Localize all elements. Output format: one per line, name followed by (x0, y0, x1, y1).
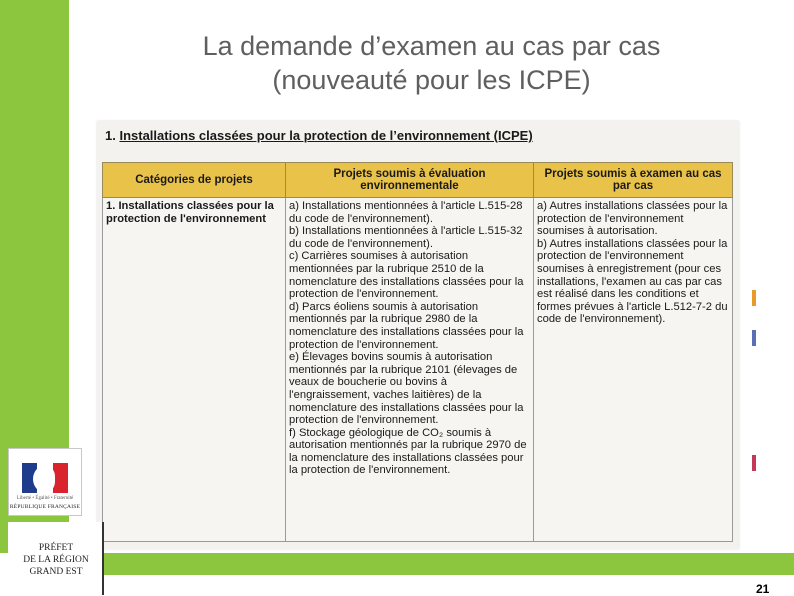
evaluation-item-f: f) Stockage géologique de CO₂ soumis à autorisation mentionnés par la rubrique 2970 de la nomenclature des installations classées pour la protection de l'environnement. (289, 426, 527, 477)
marianne-motto: Liberté • Égalité • Fraternité (16, 496, 74, 501)
case-by-case-item-a: a) Autres installations classées pour la protection de l'environnement soumises à autorisation. (537, 200, 728, 238)
document-heading-number: 1. (105, 128, 116, 143)
side-mark-blue (752, 330, 756, 346)
slide-subtitle: (nouveauté pour les ICPE) (272, 65, 591, 95)
table-row (103, 198, 733, 542)
regulation-table (102, 162, 733, 542)
evaluation-item-b: b) Installations mentionnées à l'article L.515-32 du code de l'environnement). (289, 225, 523, 250)
evaluation-cell (286, 198, 534, 542)
evaluation-item-d: d) Parcs éoliens soumis à autorisation mentionnés par la rubrique 2980 de la nomenclature des installations classées pour la protection de l'environnement. (289, 300, 524, 351)
evaluation-item-c: c) Carrières soumises à autorisation mentionnées par la rubrique 2510 de la nomenclature des installations classées pour la protection de l'environnement. (289, 250, 524, 301)
header-categories: Catégories de projets (103, 163, 286, 198)
page-number: 21 (756, 582, 770, 596)
document-heading-text: Installations classées pour la protection de l’environnement (ICPE) (119, 128, 533, 143)
scanned-document (97, 121, 739, 549)
prefet-line-2: DE LA RÉGION (23, 555, 89, 565)
marianne-logo (8, 448, 82, 516)
category-cell: 1. Installations classées pour la protection de l'environnement (103, 198, 286, 542)
case-by-case-item-b: b) Autres installations classées pour la protection de l'environnement soumises à enregistrement (pour ces installations, l'examen au cas par cas est réalisé dans les conditions et formes prévues à l'article L.512-7-2 du code de l'environnement). (537, 237, 728, 326)
table-header-row (103, 163, 733, 198)
side-mark-red (752, 455, 756, 471)
marianne-flag-icon (22, 463, 68, 493)
side-mark-orange (752, 290, 756, 306)
evaluation-item-e: e) Élevages bovins soumis à autorisation mentionnés par la rubrique 2101 (élevages de veaux de boucherie ou bovins à l'engraissement, vaches laitières) de la nomenclature des installations classées pour la protection de l'environnement. (289, 351, 524, 427)
header-evaluation: Projets soumis à évaluation environnementale (286, 163, 534, 198)
slide-title: La demande d’examen au cas par cas (202, 31, 661, 61)
prefet-line-1: PRÉFET (38, 543, 74, 553)
evaluation-item-a: a) Installations mentionnées à l'article L.515-28 du code de l'environnement). (289, 200, 523, 225)
prefet-line-3: GRAND EST (29, 567, 83, 577)
bottom-green-band (69, 553, 794, 575)
header-case-by-case: Projets soumis à examen au cas par cas (534, 163, 733, 198)
case-by-case-cell (534, 198, 733, 542)
prefet-logo (8, 522, 104, 595)
republic-label: RÉPUBLIQUE FRANÇAISE (9, 504, 81, 510)
document-heading (105, 128, 533, 143)
